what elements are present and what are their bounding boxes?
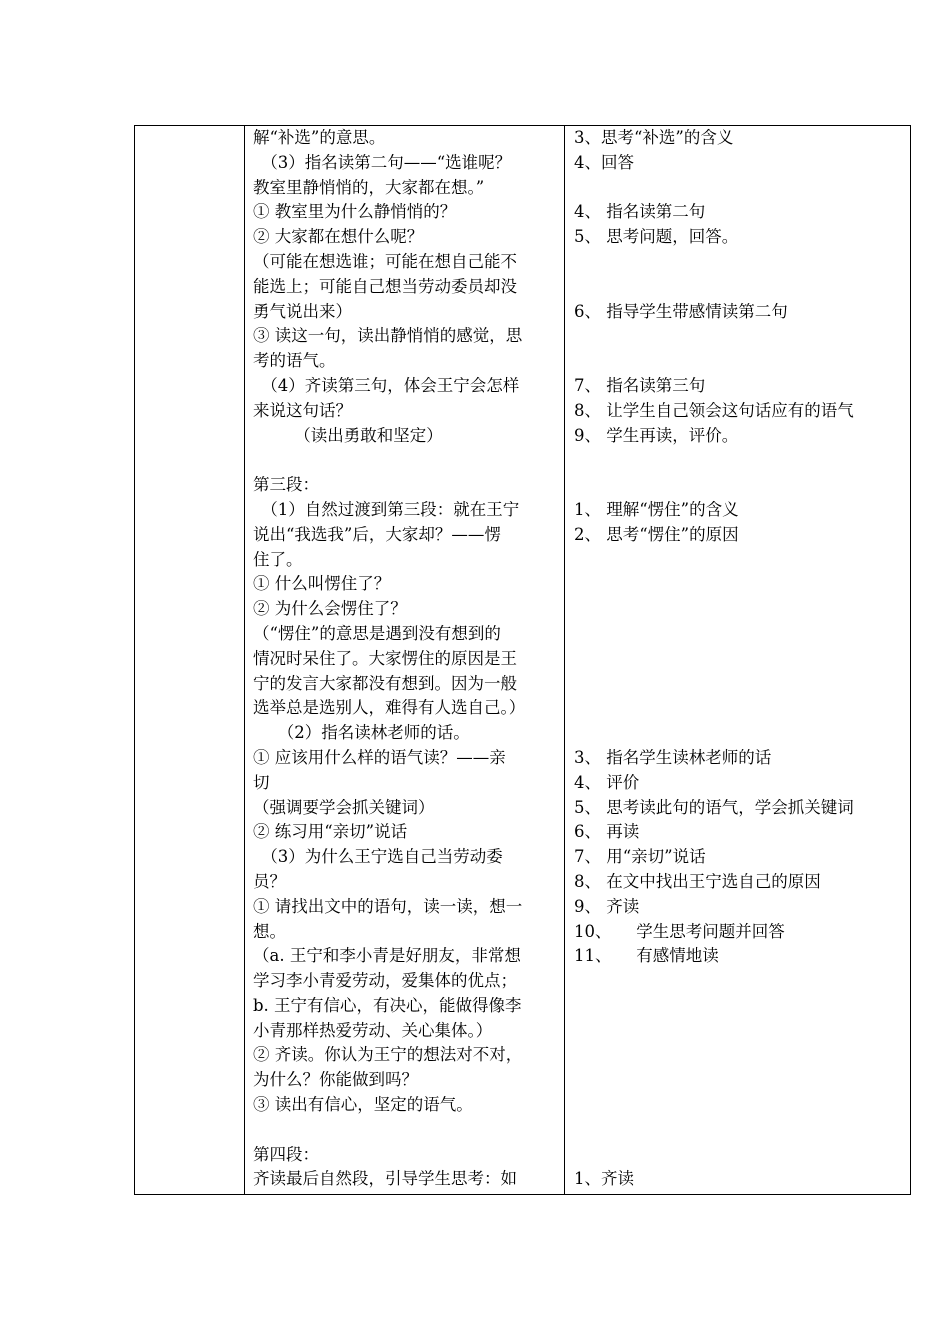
activity-text-line-blank [574, 994, 912, 1019]
activity-text-line: 10、 学生思考问题并回答 [574, 921, 785, 941]
activity-text-line: 8、 让学生自己领会这句话应有的语气 [574, 400, 854, 420]
teaching-text-line: ① 请找出文中的语句，读一读，想一 [253, 896, 523, 916]
teaching-text-line: ② 为什么会愣住了？ [253, 599, 407, 619]
activity-text-line: 1、齐读 [574, 1169, 634, 1189]
activity-text-line-blank [574, 721, 912, 746]
column-divider-left [244, 126, 245, 1194]
activity-text-line: 5、 思考读此句的语气，学会抓关键词 [574, 797, 854, 817]
student-activity-cell [574, 126, 912, 1192]
activity-text-line-blank [574, 969, 912, 994]
teaching-text-line: 情况时呆住了。大家愣住的原因是王 [253, 648, 517, 668]
teaching-text-line-blank [253, 448, 565, 473]
activity-text-line-blank [574, 647, 912, 672]
activity-text-line-blank [574, 448, 912, 473]
teaching-text-line: （读出勇敢和坚定） [253, 425, 443, 445]
activity-text-line: 4、回答 [574, 152, 634, 172]
activity-text-line: 11、 有感情地读 [574, 946, 719, 966]
activity-text-line-blank [574, 324, 912, 349]
activity-text-line: 3、思考“补选”的含义 [574, 128, 734, 147]
teaching-text-line: 考的语气。 [253, 351, 336, 371]
teaching-text-line: 解“补选”的意思。 [253, 128, 386, 147]
teaching-text-line: ② 练习用“亲切”说话 [253, 822, 408, 842]
activity-text-line-blank [574, 1019, 912, 1044]
teaching-text-line: 勇气说出来） [253, 301, 352, 321]
teaching-text-line: ② 齐读。你认为王宁的想法对不对， [253, 1045, 523, 1065]
teaching-text-line: （3）为什么王宁选自己当劳动委 [253, 847, 503, 867]
teaching-text-line: 教室里静悄悄的，大家都在想。” [253, 177, 485, 197]
teaching-text-line: 第三段： [253, 475, 319, 495]
teaching-text-line: 说出“我选我”后，大家却？——愣 [253, 524, 501, 544]
activity-text-line-blank [574, 696, 912, 721]
teaching-text-line: 第四段： [253, 1144, 319, 1164]
activity-text-line-blank [574, 250, 912, 275]
teaching-text-line: （a. 王宁和李小青是好朋友，非常想 [253, 946, 521, 966]
teaching-text-line: 学习李小青爱劳动，爱集体的优点； [253, 971, 517, 991]
activity-text-line: 6、 再读 [574, 822, 640, 842]
activity-text-line-blank [574, 1143, 912, 1168]
activity-text-line-blank [574, 275, 912, 300]
activity-text-line: 4、 评价 [574, 772, 640, 792]
teaching-text-line: ② 大家都在想什么呢？ [253, 227, 424, 247]
teaching-text-line: ③ 读这一句，读出静悄悄的感觉，思 [253, 326, 523, 346]
teaching-text-line: 小青那样热爱劳动、关心集体。） [253, 1020, 493, 1040]
teaching-text-line: （1）自然过渡到第三段：就在王宁 [253, 499, 520, 519]
lesson-plan-table [134, 125, 911, 1195]
activity-text-line-blank [574, 548, 912, 573]
teaching-text-line: 能选上；可能自己想当劳动委员却没 [253, 276, 517, 296]
teaching-process-cell [253, 126, 565, 1192]
teaching-text-line: ③ 读出有信心，坚定的语气。 [253, 1095, 473, 1115]
teaching-text-line: 选举总是选别人，难得有人选自己。） [253, 698, 526, 718]
activity-text-line: 5、 思考问题，回答。 [574, 227, 739, 247]
teaching-text-line: （“愣住”的意思是遇到没有想到的 [253, 623, 501, 643]
activity-text-line-blank [574, 597, 912, 622]
teaching-text-line: （强调要学会抓关键词） [253, 797, 435, 817]
teaching-text-line-blank [253, 1118, 565, 1143]
activity-text-line: 7、 用“亲切”说话 [574, 847, 706, 867]
teaching-text-line: 来说这句话？ [253, 400, 352, 420]
activity-text-line: 6、 指导学生带感情读第二句 [574, 301, 788, 321]
activity-text-line-blank [574, 672, 912, 697]
activity-text-line: 1、 理解“愣住”的含义 [574, 499, 739, 519]
teaching-text-line: ① 什么叫愣住了？ [253, 574, 391, 594]
teaching-text-line: b. 王宁有信心，有决心，能做得像李 [253, 995, 522, 1015]
activity-text-line: 9、 学生再读，评价。 [574, 425, 739, 445]
activity-text-line-blank [574, 1043, 912, 1068]
teaching-text-line: （3）指名读第二句——“选谁呢？ [253, 152, 512, 172]
activity-text-line-blank [574, 1093, 912, 1118]
teaching-text-line: （可能在想选谁；可能在想自己能不 [253, 251, 517, 271]
activity-text-line: 8、 在文中找出王宁选自己的原因 [574, 871, 821, 891]
teaching-text-line: 员？ [253, 871, 286, 891]
teaching-text-line: （4）齐读第三句，体会王宁会怎样 [253, 375, 520, 395]
teaching-text-line: 宁的发言大家都没有想到。因为一般 [253, 673, 517, 693]
activity-text-line-blank [574, 176, 912, 201]
activity-text-line: 7、 指名读第三句 [574, 375, 706, 395]
activity-text-line: 2、 思考“愣住”的原因 [574, 524, 739, 544]
teaching-text-line: 为什么？你能做到吗？ [253, 1070, 418, 1090]
activity-text-line-blank [574, 349, 912, 374]
activity-text-line-blank [574, 622, 912, 647]
activity-text-line: 9、 齐读 [574, 896, 640, 916]
teaching-text-line: ① 应该用什么样的语气读？——亲 [253, 747, 506, 767]
activity-text-line-blank [574, 572, 912, 597]
teaching-text-line: 想。 [253, 921, 286, 941]
activity-text-line-blank [574, 1068, 912, 1093]
activity-text-line-blank [574, 473, 912, 498]
teaching-text-line: （2）指名读林老师的话。 [253, 723, 470, 743]
teaching-text-line: ① 教室里为什么静悄悄的？ [253, 202, 457, 222]
activity-text-line: 3、 指名学生读林老师的话 [574, 747, 772, 767]
teaching-text-line: 切 [253, 772, 270, 792]
activity-text-line: 4、 指名读第二句 [574, 202, 706, 222]
activity-text-line-blank [574, 1118, 912, 1143]
teaching-text-line: 齐读最后自然段，引导学生思考：如 [253, 1169, 517, 1189]
teaching-text-line: 住了。 [253, 549, 303, 569]
